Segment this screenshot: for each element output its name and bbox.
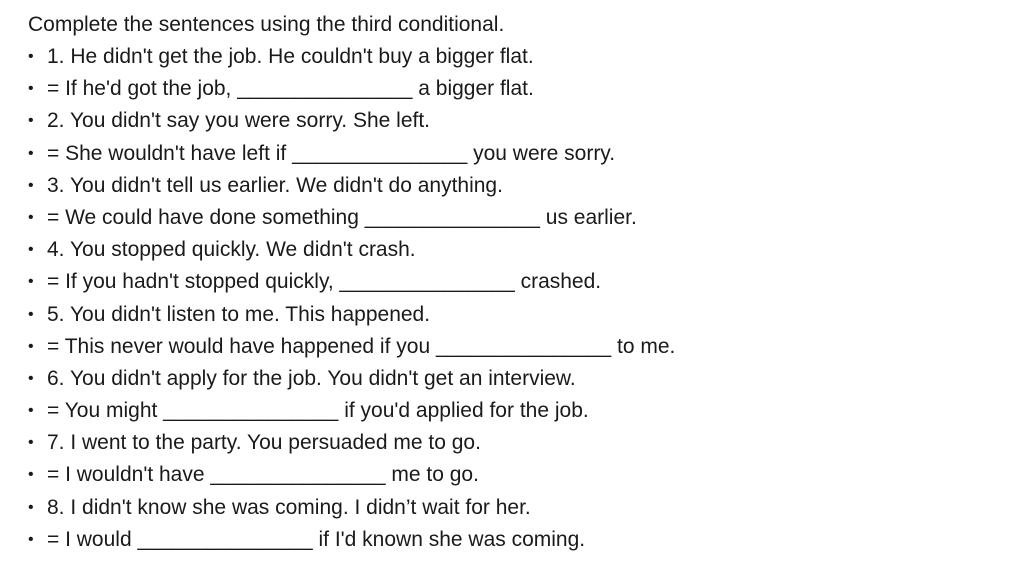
item-text: = I wouldn't have _______________ me to go. xyxy=(47,463,479,487)
list-item xyxy=(28,363,1008,395)
list-item xyxy=(28,395,1008,427)
item-text: 2. You didn't say you were sorry. She left. xyxy=(47,109,431,133)
item-text: = If he'd got the job, _______________ a bigger flat. xyxy=(47,77,534,101)
bullet-icon: • xyxy=(28,176,34,194)
item-text: 6. You didn't apply for the job. You didn't get an interview. xyxy=(47,366,576,390)
list-item xyxy=(28,524,1008,556)
list-item xyxy=(28,234,1008,266)
bullet-icon: • xyxy=(28,112,34,130)
bullet-icon: • xyxy=(28,241,34,259)
slide-title: Complete the sentences using the third conditional. xyxy=(28,13,505,36)
bullet-icon: • xyxy=(28,402,34,420)
list-item xyxy=(28,170,1008,202)
item-text: 3. You didn't tell us earlier. We didn't do anything. xyxy=(47,173,503,197)
bullet-icon: • xyxy=(28,305,34,323)
item-text: 5. You didn't listen to me. This happened. xyxy=(47,302,431,326)
list-item xyxy=(28,41,1008,73)
list-item xyxy=(28,459,1008,491)
item-text: 4. You stopped quickly. We didn't crash. xyxy=(47,238,416,262)
item-text: = She wouldn't have left if _______________ you were sorry. xyxy=(47,141,616,165)
bullet-icon: • xyxy=(28,498,34,516)
list-item xyxy=(28,266,1008,298)
list-item xyxy=(28,492,1008,524)
list-item xyxy=(28,138,1008,170)
bullet-icon: • xyxy=(28,273,34,291)
item-text: 7. I went to the party. You persuaded me to go. xyxy=(47,431,481,455)
bullet-icon: • xyxy=(28,144,34,162)
item-text: = This never would have happened if you _______________ to me. xyxy=(47,334,676,358)
bullet-icon: • xyxy=(28,208,34,226)
list-item xyxy=(28,299,1008,331)
bullet-icon: • xyxy=(28,337,34,355)
item-text: = We could have done something _______________ us earlier. xyxy=(47,205,637,229)
list-item xyxy=(28,105,1008,137)
item-text: = You might _______________ if you'd applied for the job. xyxy=(47,399,589,423)
item-text: = I would _______________ if I'd known she was coming. xyxy=(47,527,586,551)
bullet-icon: • xyxy=(28,369,34,387)
bullet-icon: • xyxy=(28,80,34,98)
slide-content xyxy=(28,9,1008,556)
list-item xyxy=(28,202,1008,234)
item-text: 8. I didn't know she was coming. I didn’t wait for her. xyxy=(47,495,531,519)
bullet-list xyxy=(28,41,1008,556)
list-item xyxy=(28,73,1008,105)
item-text: = If you hadn't stopped quickly, _______________ crashed. xyxy=(47,270,602,294)
list-item xyxy=(28,331,1008,363)
item-text: 1. He didn't get the job. He couldn't buy a bigger flat. xyxy=(47,45,534,68)
list-item xyxy=(28,427,1008,459)
bullet-icon: • xyxy=(28,466,34,484)
bullet-icon: • xyxy=(28,434,34,452)
bullet-icon: • xyxy=(28,530,34,548)
bullet-icon: • xyxy=(28,48,34,65)
